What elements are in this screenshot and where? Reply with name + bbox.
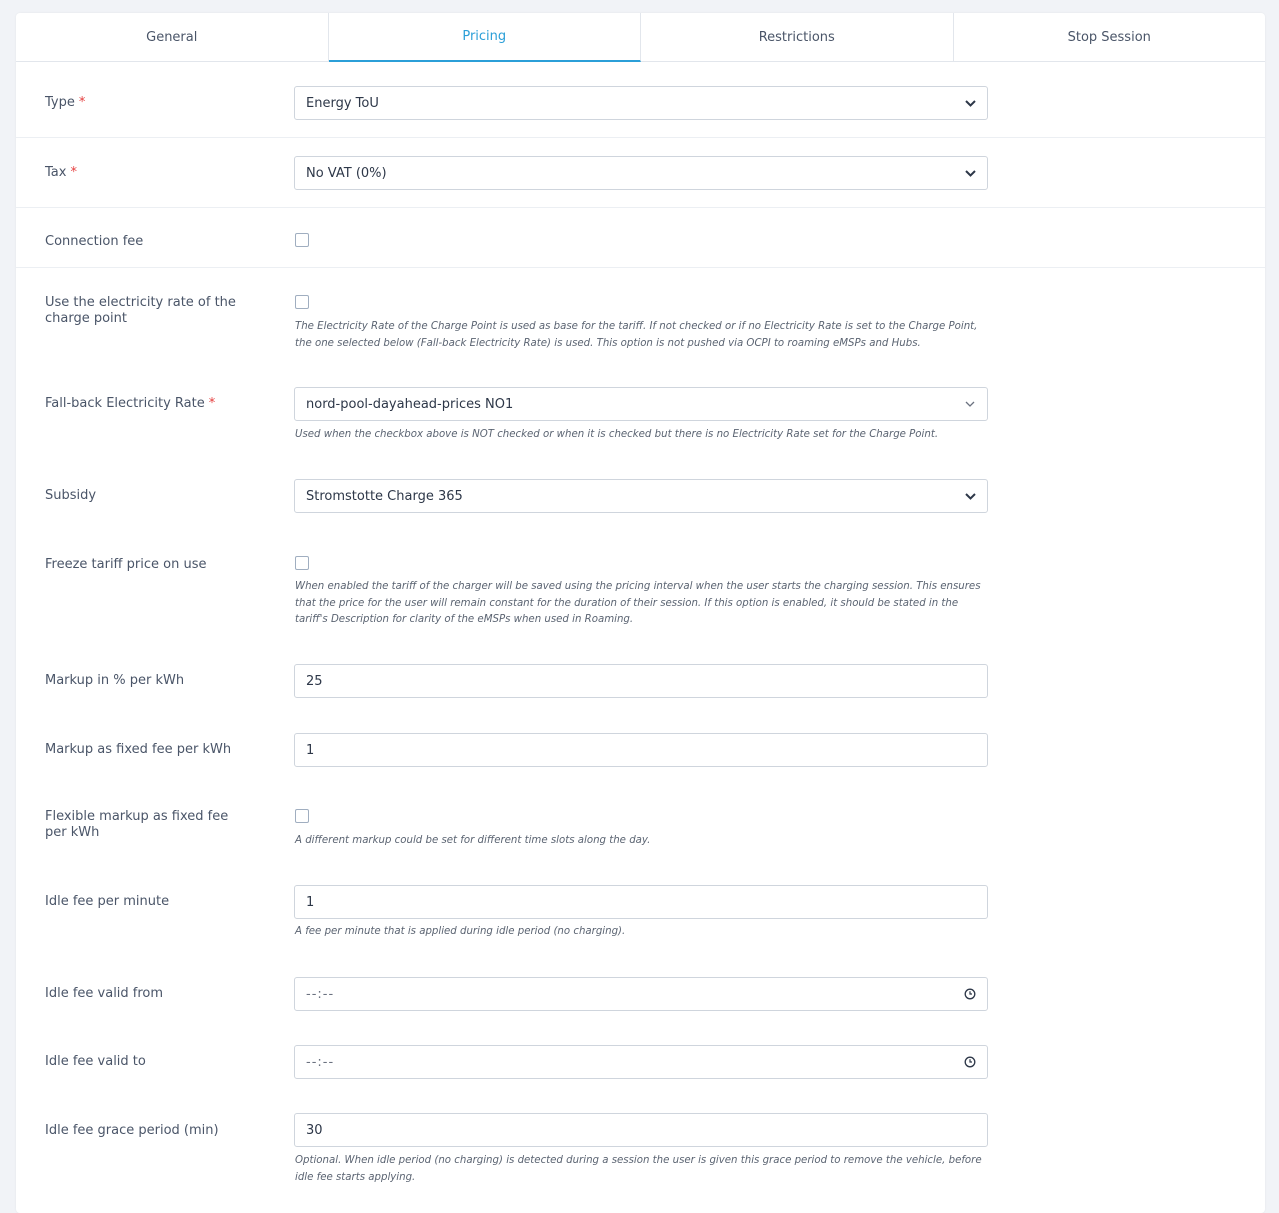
flexible-markup-checkbox[interactable] — [295, 809, 309, 823]
tariff-form-card — [16, 13, 1265, 1213]
flexible-markup-help: A different markup could be set for different time slots along the day. — [295, 835, 651, 846]
chevron-down-icon — [964, 97, 976, 109]
connection-fee-label: Connection fee — [45, 234, 144, 249]
fallback-rate-label — [45, 396, 245, 412]
markup-percent-input[interactable] — [294, 664, 988, 698]
tab-bar — [16, 13, 1265, 62]
tax-label — [45, 165, 245, 181]
tax-select[interactable] — [294, 156, 988, 190]
required-mark: * — [70, 165, 77, 180]
divider — [16, 207, 1265, 208]
chevron-down-icon — [964, 398, 976, 410]
tab-pricing[interactable]: Pricing — [329, 13, 642, 62]
markup-fixed-input[interactable] — [294, 733, 988, 767]
type-select-value: Energy ToU — [306, 95, 379, 111]
clock-icon[interactable] — [964, 1056, 976, 1068]
idle-fee-input[interactable] — [294, 885, 988, 919]
use-electricity-rate-label: Use the electricity rate of the charge point — [45, 295, 236, 326]
fallback-rate-select-value: nord-pool-dayahead-prices NO1 — [306, 396, 514, 412]
freeze-tariff-label: Freeze tariff price on use — [45, 557, 207, 572]
tax-label-text: Tax — [45, 165, 67, 180]
divider — [16, 137, 1265, 138]
subsidy-select-value: Stromstotte Charge 365 — [306, 488, 463, 504]
fallback-rate-help: Used when the checkbox above is NOT checked or when it is checked but there is no Electricity Rate set for the Charge Point. — [295, 429, 939, 440]
idle-fee-value: 1 — [306, 894, 315, 910]
freeze-tariff-help: When enabled the tariff of the charger will be saved using the pricing interval when the user starts the charging session. This ensures that the price for the user will remain constant for the duration of their session. If this option is enabled, it should be stated in the tariff's Description for clarity of the eMSPs when used in Roaming. — [295, 581, 981, 625]
tax-select-value: No VAT (0%) — [306, 165, 387, 181]
idle-to-label: Idle fee valid to — [45, 1054, 146, 1069]
idle-to-placeholder: --:-- — [306, 1054, 335, 1070]
use-electricity-rate-help: The Electricity Rate of the Charge Point is used as base for the tariff. If not checked or if no Electricity Rate is set to the Charge Point, the one selected below (Fall-back Electricity Rate) is used. This option is not pushed via OCPI to roaming eMSPs and Hubs. — [295, 321, 978, 349]
tab-stop-session[interactable]: Stop Session — [1067, 29, 1151, 45]
required-mark: * — [208, 396, 216, 411]
clock-icon[interactable] — [964, 988, 976, 1000]
type-label — [45, 95, 245, 111]
idle-to-time-input[interactable] — [294, 1045, 988, 1079]
idle-from-label: Idle fee valid from — [45, 986, 164, 1001]
idle-from-time-input[interactable] — [294, 977, 988, 1011]
idle-from-placeholder: --:-- — [306, 986, 335, 1002]
chevron-down-icon — [964, 167, 976, 179]
subsidy-select[interactable] — [294, 479, 988, 513]
flexible-markup-label: Flexible markup as fixed fee per kWh — [45, 809, 229, 840]
grace-period-label: Idle fee grace period (min) — [45, 1123, 219, 1138]
tab-general[interactable]: General — [16, 13, 329, 61]
type-label-text: Type — [45, 95, 75, 110]
grace-period-input[interactable] — [294, 1113, 988, 1147]
subsidy-label: Subsidy — [45, 488, 97, 503]
freeze-tariff-checkbox[interactable] — [295, 556, 309, 570]
markup-fixed-value: 1 — [306, 742, 315, 758]
use-electricity-rate-checkbox[interactable] — [295, 295, 309, 309]
fallback-rate-select[interactable] — [294, 387, 988, 421]
type-select[interactable] — [294, 86, 988, 120]
idle-fee-help: A fee per minute that is applied during idle period (no charging). — [295, 926, 626, 937]
markup-fixed-label: Markup as fixed fee per kWh — [45, 742, 232, 757]
idle-fee-label: Idle fee per minute — [45, 894, 170, 909]
markup-percent-label: Markup in % per kWh — [45, 673, 185, 688]
divider — [16, 267, 1265, 268]
tab-restrictions[interactable]: Restrictions — [641, 13, 954, 61]
connection-fee-checkbox[interactable] — [295, 233, 309, 247]
markup-percent-value: 25 — [306, 673, 323, 689]
chevron-down-icon — [964, 490, 976, 502]
fallback-rate-label-text: Fall-back Electricity Rate — [45, 396, 205, 411]
grace-period-help: Optional. When idle period (no charging) is detected during a session the user is given this grace period to remove the vehicle, before idle fee starts applying. — [295, 1155, 982, 1183]
required-mark: * — [78, 95, 86, 110]
grace-period-value: 30 — [306, 1122, 323, 1138]
